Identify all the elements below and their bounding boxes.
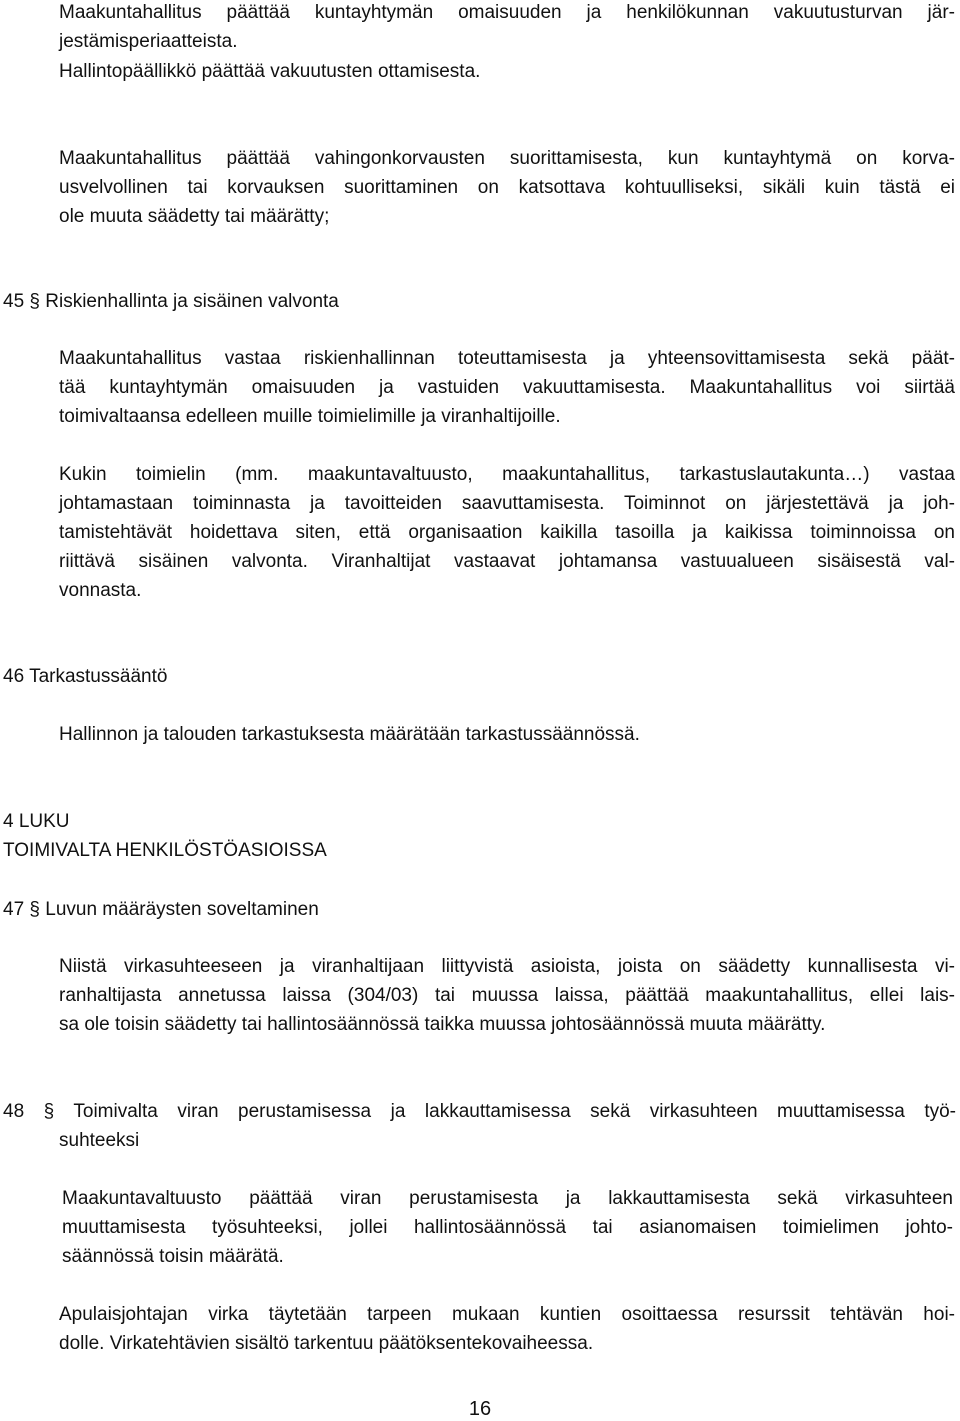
text-line: Maakuntavaltuusto päättää viran perustamisesta ja lakkauttamisesta sekä virkasuhteen bbox=[62, 1188, 953, 1209]
text-line: Maakuntahallitus päättää vahingonkorvausten suorittamisesta, kun kuntayhtymä on korva- bbox=[59, 148, 955, 169]
text-line: Maakuntahallitus vastaa riskienhallinnan toteuttamisesta ja yhteensovittamisesta sekä päät- bbox=[59, 348, 955, 369]
section-48-paragraph-1 bbox=[62, 1184, 953, 1271]
text-line: sa ole toisin säädetty tai hallintosäännössä taikka muussa johtosäännössä muuta määrätty. bbox=[59, 1014, 826, 1035]
text-line: vonnasta. bbox=[59, 580, 142, 601]
text-line: Maakuntahallitus päättää kuntayhtymän omaisuuden ja henkilökunnan vakuutusturvan jär- bbox=[59, 2, 955, 23]
paragraph-insurance bbox=[59, 0, 955, 56]
text-line: ole muuta säädetty tai määrätty; bbox=[59, 206, 330, 227]
text-line: tamistehtävät hoidettava siten, että organisaation kaikilla tasoilla ja kaikissa toiminnoissa on bbox=[59, 522, 955, 543]
section-48-heading bbox=[3, 1097, 956, 1155]
chapter-number: 4 LUKU bbox=[3, 811, 70, 832]
text-line: riittävä sisäinen valvonta. Viranhaltijat vastaavat johtamansa vastuualueen sisäisestä val- bbox=[59, 551, 955, 572]
section-48-paragraph-2 bbox=[59, 1300, 955, 1358]
section-45-paragraph-1 bbox=[59, 344, 955, 431]
section-45-paragraph-2 bbox=[59, 460, 955, 605]
heading-line: suhteeksi bbox=[59, 1130, 140, 1151]
text-line: johtamastaan toiminnasta ja tavoitteiden saavuttamisesta. Toiminnot on järjestettävä ja joh- bbox=[59, 493, 955, 514]
section-46-heading: 46 Tarkastussääntö bbox=[3, 666, 168, 687]
section-47-heading: 47 § Luvun määräysten soveltaminen bbox=[3, 899, 319, 920]
text-line: Niistä virkasuhteeseen ja viranhaltijaan liittyvistä asioista, joista on säädetty kunnallisesta vi- bbox=[59, 956, 955, 977]
page-number: 16 bbox=[468, 1398, 492, 1420]
text-line: tää kuntayhtymän omaisuuden ja vastuiden vakuuttamisesta. Maakuntahallitus voi siirtää bbox=[59, 377, 955, 398]
paragraph-damages bbox=[59, 144, 955, 231]
text-line: toimivaltaansa edelleen muille toimielimille ja viranhaltijoille. bbox=[59, 406, 561, 427]
text-line: Hallinnon ja talouden tarkastuksesta määrätään tarkastussäännössä. bbox=[59, 724, 640, 745]
text-line: jestämisperiaatteista. bbox=[59, 31, 238, 52]
section-46-paragraph bbox=[59, 720, 640, 749]
paragraph-insurance-decision bbox=[59, 57, 480, 86]
text-line: Apulaisjohtajan virka täytetään tarpeen mukaan kuntien osoittaessa resurssit tehtävän hoi- bbox=[59, 1304, 955, 1325]
heading-line: 48 § Toimivalta viran perustamisessa ja lakkauttamisessa sekä virkasuhteen muuttamisessa työ- bbox=[3, 1101, 956, 1122]
chapter-title: TOIMIVALTA HENKILÖSTÖASIOISSA bbox=[3, 840, 327, 861]
section-45-heading: 45 § Riskienhallinta ja sisäinen valvonta bbox=[3, 291, 339, 312]
text-line: säännössä toisin määrätä. bbox=[62, 1246, 284, 1267]
text-line: dolle. Virkatehtävien sisältö tarkentuu päätöksentekovaiheessa. bbox=[59, 1333, 594, 1354]
text-line: usvelvollinen tai korvauksen suorittaminen on katsottava kohtuulliseksi, sikäli kuin tästä ei bbox=[59, 177, 955, 198]
text-line: Kukin toimielin (mm. maakuntavaltuusto, maakuntahallitus, tarkastuslautakunta…) vastaa bbox=[59, 464, 955, 485]
text-line: ranhaltijasta annetussa laissa (304/03) tai muussa laissa, päättää maakuntahallitus, ellei lais- bbox=[59, 985, 955, 1006]
text-line: Hallintopäällikkö päättää vakuutusten ottamisesta. bbox=[59, 61, 481, 82]
section-47-paragraph bbox=[59, 952, 955, 1039]
text-line: muuttamisesta työsuhteeksi, jollei hallintosäännössä tai asianomaisen toimielimen johto- bbox=[62, 1217, 953, 1238]
